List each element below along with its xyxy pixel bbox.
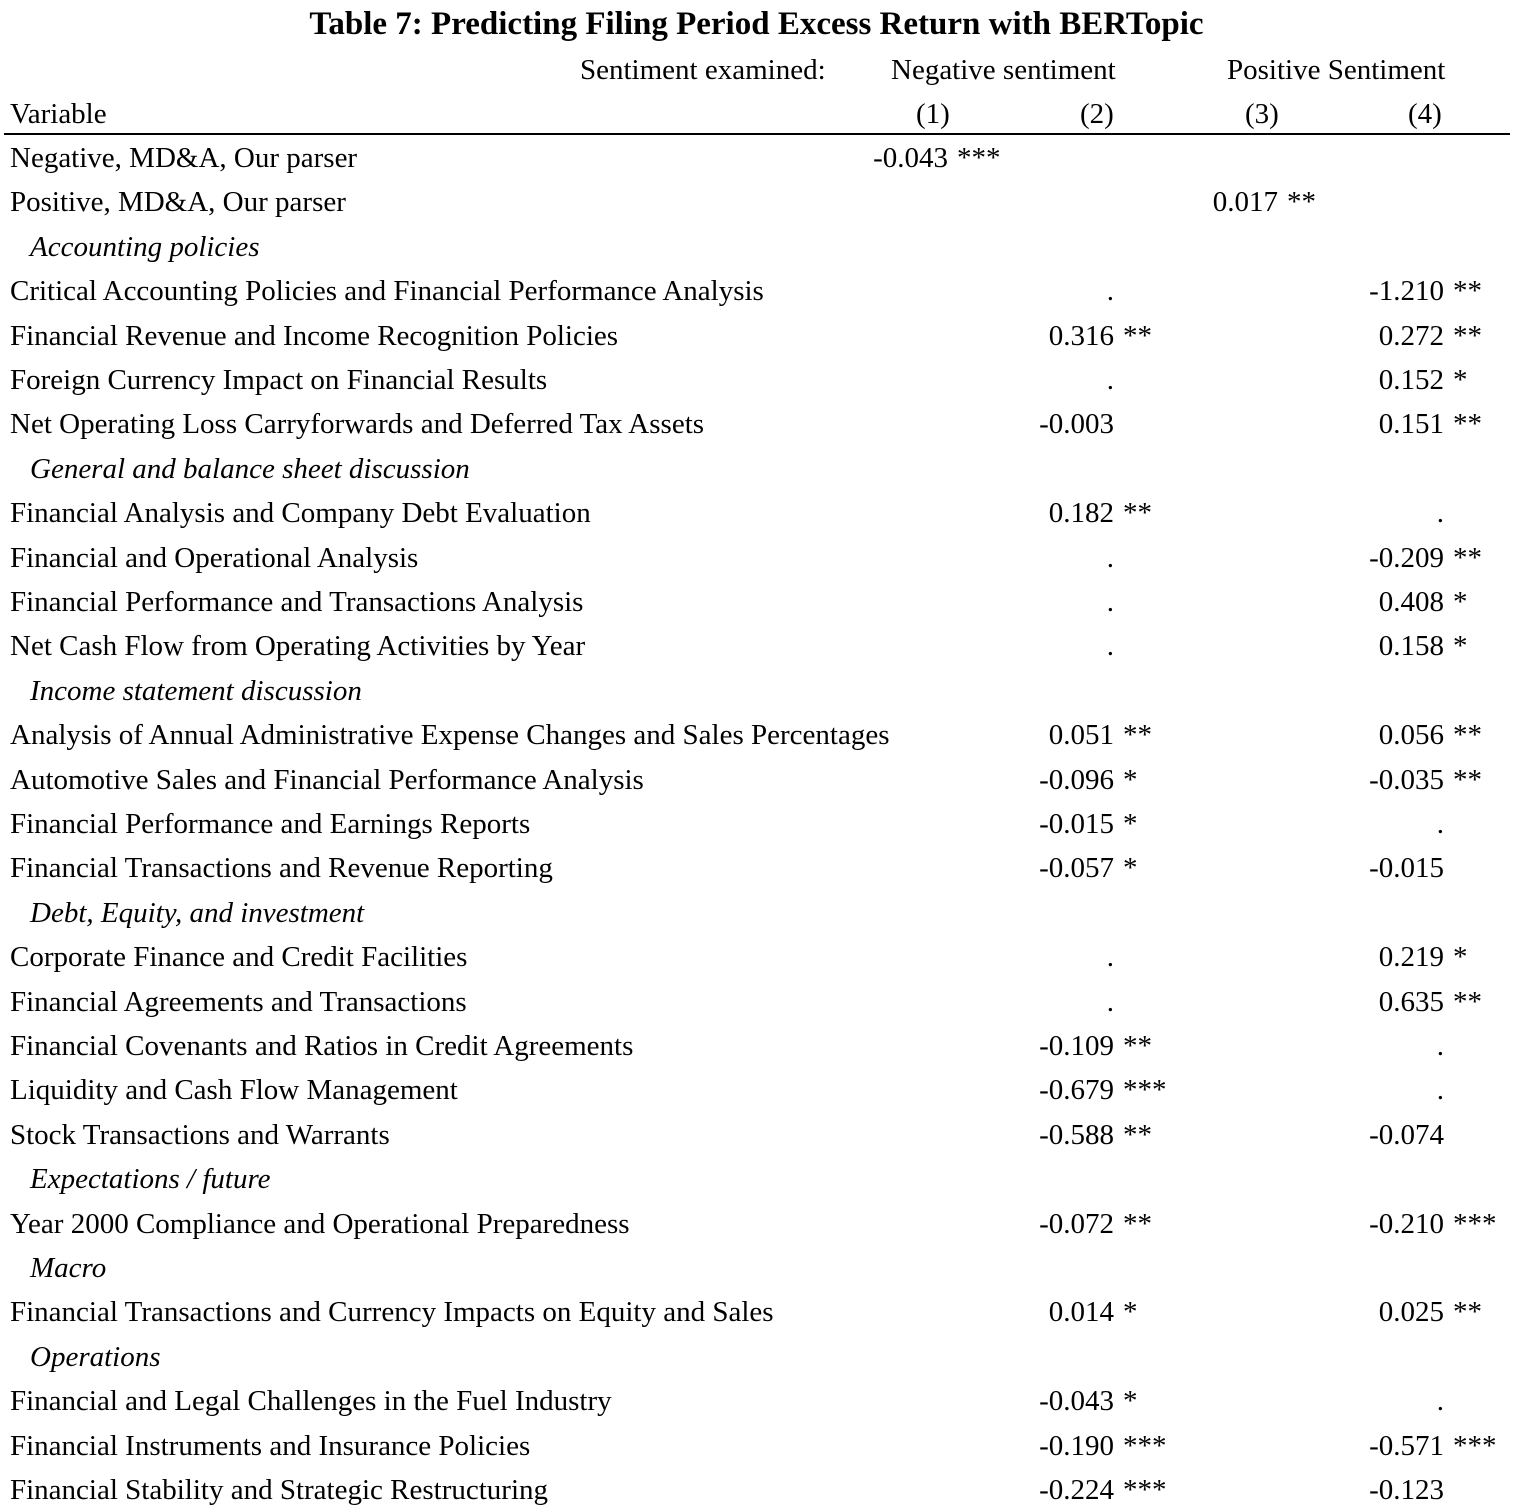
coef-value: . bbox=[1436, 1385, 1444, 1418]
table-row bbox=[0, 1024, 1513, 1068]
coef-cell-col4 bbox=[1244, 846, 1504, 890]
significance-stars: ** bbox=[1453, 275, 1482, 308]
coef-cell-col4 bbox=[1244, 1424, 1504, 1468]
significance-stars: * bbox=[1123, 808, 1138, 840]
section-label: Operations bbox=[30, 1340, 161, 1373]
variable-label: Net Cash Flow from Operating Activities by Year bbox=[10, 630, 586, 663]
table-row bbox=[0, 180, 1513, 224]
variable-label: Stock Transactions and Warrants bbox=[10, 1118, 390, 1151]
significance-stars: *** bbox=[957, 142, 1001, 174]
coef-value: -0.588 bbox=[1039, 1118, 1114, 1151]
section-label: General and balance sheet discussion bbox=[30, 452, 470, 485]
coef-cell-col4 bbox=[1244, 580, 1504, 624]
significance-stars: ** bbox=[1453, 719, 1482, 752]
table-row bbox=[0, 846, 1513, 890]
coef-value: . bbox=[1106, 941, 1114, 974]
significance-stars: *** bbox=[1123, 1474, 1167, 1506]
coef-cell-col4 bbox=[1244, 1113, 1504, 1157]
coef-cell-col4 bbox=[1244, 980, 1504, 1024]
table-row bbox=[0, 1424, 1513, 1468]
coef-cell-col4 bbox=[1244, 935, 1504, 979]
coef-cell-col4 bbox=[1244, 536, 1504, 580]
significance-stars: *** bbox=[1123, 1429, 1167, 1462]
table-row bbox=[0, 624, 1513, 668]
coef-cell-col4 bbox=[1244, 314, 1504, 358]
coef-value: 0.152 bbox=[1378, 364, 1444, 396]
significance-stars: ** bbox=[1123, 319, 1152, 352]
table-row bbox=[0, 1379, 1513, 1423]
coef-value: 0.635 bbox=[1378, 985, 1444, 1018]
table-row bbox=[0, 136, 1513, 180]
coef-cell-col4 bbox=[1244, 1290, 1504, 1334]
coef-value: 0.158 bbox=[1378, 630, 1444, 663]
significance-stars: * bbox=[1453, 364, 1468, 396]
significance-stars: ** bbox=[1123, 1030, 1152, 1062]
coef-cell-col4 bbox=[1244, 402, 1504, 446]
coef-value: -0.074 bbox=[1369, 1118, 1444, 1151]
sentiment-examined-label: Sentiment examined: bbox=[580, 54, 826, 86]
variable-label: Liquidity and Cash Flow Management bbox=[10, 1074, 458, 1107]
table-row bbox=[0, 1290, 1513, 1334]
significance-stars: ** bbox=[1123, 1118, 1152, 1151]
coef-cell-col4 bbox=[1244, 624, 1504, 668]
section-label: Income statement discussion bbox=[30, 674, 362, 707]
variable-label: Analysis of Annual Administrative Expense Changes and Sales Percentages bbox=[10, 719, 890, 752]
coef-cell-col4 bbox=[1244, 491, 1504, 535]
significance-stars: ** bbox=[1453, 1296, 1482, 1329]
table-row bbox=[0, 1068, 1513, 1112]
significance-stars: ** bbox=[1123, 719, 1152, 752]
coef-value: -0.209 bbox=[1369, 541, 1444, 574]
table-row bbox=[0, 491, 1513, 535]
variable-label: Automotive Sales and Financial Performance Analysis bbox=[10, 763, 644, 796]
coef-value: -0.035 bbox=[1369, 763, 1444, 796]
header-rule bbox=[4, 133, 1510, 135]
coef-value: 0.025 bbox=[1378, 1296, 1444, 1329]
coef-cell-col4 bbox=[1244, 136, 1504, 180]
column-header-2: (2) bbox=[1080, 98, 1114, 130]
coef-cell-col4 bbox=[1244, 802, 1504, 846]
table-row bbox=[0, 713, 1513, 757]
coef-value: . bbox=[1106, 275, 1114, 308]
significance-stars: * bbox=[1453, 586, 1468, 618]
variable-label: Critical Accounting Policies and Financial Performance Analysis bbox=[10, 275, 764, 308]
variable-header: Variable bbox=[10, 98, 107, 130]
significance-stars: ** bbox=[1453, 763, 1482, 796]
coef-value: 0.316 bbox=[1048, 319, 1114, 352]
variable-label: Foreign Currency Impact on Financial Results bbox=[10, 364, 548, 396]
significance-stars: *** bbox=[1123, 1074, 1167, 1107]
significance-stars: * bbox=[1453, 630, 1468, 663]
coef-value: -0.072 bbox=[1039, 1207, 1114, 1240]
significance-stars: * bbox=[1123, 852, 1138, 885]
coef-value: 0.014 bbox=[1048, 1296, 1114, 1329]
coef-value: . bbox=[1106, 985, 1114, 1018]
variable-label: Year 2000 Compliance and Operational Preparedness bbox=[10, 1207, 630, 1240]
variable-label: Financial Instruments and Insurance Policies bbox=[10, 1429, 531, 1462]
coef-cell-col4 bbox=[1244, 758, 1504, 802]
significance-stars: *** bbox=[1453, 1429, 1497, 1462]
coef-value: . bbox=[1106, 541, 1114, 574]
coef-value: . bbox=[1106, 630, 1114, 663]
table-row bbox=[0, 402, 1513, 446]
coef-value: -0.224 bbox=[1039, 1474, 1114, 1506]
negative-sentiment-header: Negative sentiment bbox=[891, 54, 1116, 86]
significance-stars: ** bbox=[1287, 186, 1316, 219]
coef-value: -0.210 bbox=[1369, 1207, 1444, 1240]
coef-cell-col4 bbox=[1244, 1202, 1504, 1246]
variable-label: Financial Performance and Transactions Analysis bbox=[10, 586, 584, 618]
section-label: Debt, Equity, and investment bbox=[30, 896, 365, 929]
coef-value: 0.051 bbox=[1048, 719, 1114, 752]
table-row bbox=[0, 580, 1513, 624]
table-row bbox=[0, 802, 1513, 846]
coef-value: -0.015 bbox=[1369, 852, 1444, 885]
variable-label: Financial Transactions and Revenue Reporting bbox=[10, 852, 553, 885]
coef-value: 0.408 bbox=[1378, 586, 1444, 618]
coef-cell-col4 bbox=[1244, 1379, 1504, 1423]
significance-stars: *** bbox=[1453, 1207, 1497, 1240]
coef-value: -0.190 bbox=[1039, 1429, 1114, 1462]
variable-label: Financial Transactions and Currency Impacts on Equity and Sales bbox=[10, 1296, 774, 1329]
column-header-3: (3) bbox=[1245, 98, 1279, 130]
variable-label: Positive, MD&A, Our parser bbox=[10, 186, 346, 219]
significance-stars: * bbox=[1123, 1296, 1138, 1329]
coef-value: 0.151 bbox=[1378, 408, 1444, 441]
coef-cell-col4 bbox=[1244, 180, 1504, 224]
variable-label: Financial and Legal Challenges in the Fuel Industry bbox=[10, 1385, 612, 1418]
coef-value: -0.057 bbox=[1039, 852, 1114, 885]
significance-stars: ** bbox=[1123, 1207, 1152, 1240]
table-row bbox=[0, 980, 1513, 1024]
section-header-row bbox=[0, 225, 1513, 269]
table-row bbox=[0, 1113, 1513, 1157]
variable-label: Financial Revenue and Income Recognition Policies bbox=[10, 319, 619, 352]
coef-value: 0.056 bbox=[1378, 719, 1444, 752]
coef-value: . bbox=[1436, 1074, 1444, 1107]
coef-value: . bbox=[1436, 497, 1444, 530]
coef-value: . bbox=[1106, 586, 1114, 618]
variable-label: Financial Performance and Earnings Reports bbox=[10, 808, 531, 840]
significance-stars: ** bbox=[1453, 408, 1482, 441]
variable-label: Financial Agreements and Transactions bbox=[10, 985, 467, 1018]
coef-cell-col4 bbox=[1244, 1468, 1504, 1512]
coef-value: -1.210 bbox=[1369, 275, 1444, 308]
variable-label: Financial Covenants and Ratios in Credit Agreements bbox=[10, 1030, 634, 1062]
section-header-row bbox=[0, 1246, 1513, 1290]
section-header-row bbox=[0, 669, 1513, 713]
significance-stars: * bbox=[1123, 1385, 1138, 1418]
coef-value: 0.182 bbox=[1048, 497, 1114, 530]
column-header-4: (4) bbox=[1408, 98, 1442, 130]
coef-value: -0.123 bbox=[1369, 1474, 1444, 1506]
table-row bbox=[0, 358, 1513, 402]
table-row bbox=[0, 314, 1513, 358]
coef-value: . bbox=[1106, 364, 1114, 396]
significance-stars: * bbox=[1123, 763, 1138, 796]
significance-stars: ** bbox=[1453, 985, 1482, 1018]
section-label: Expectations / future bbox=[30, 1163, 271, 1196]
coef-value: -0.571 bbox=[1369, 1429, 1444, 1462]
coef-cell-col4 bbox=[1244, 358, 1504, 402]
positive-sentiment-header: Positive Sentiment bbox=[1227, 54, 1446, 86]
table-row bbox=[0, 269, 1513, 313]
section-label: Accounting policies bbox=[30, 230, 260, 263]
coef-cell-col4 bbox=[1244, 713, 1504, 757]
section-header-row bbox=[0, 447, 1513, 491]
significance-stars: ** bbox=[1453, 541, 1482, 574]
section-header-row bbox=[0, 891, 1513, 935]
variable-label: Financial Analysis and Company Debt Evaluation bbox=[10, 497, 591, 530]
table-title: Table 7: Predicting Filing Period Excess Return with BERTopic bbox=[309, 6, 1204, 42]
variable-label: Negative, MD&A, Our parser bbox=[10, 142, 358, 174]
coef-cell-col4 bbox=[1244, 1068, 1504, 1112]
coef-value: . bbox=[1436, 808, 1444, 840]
significance-stars: * bbox=[1453, 941, 1468, 974]
coef-value: -0.096 bbox=[1039, 763, 1114, 796]
coef-value: . bbox=[1436, 1030, 1444, 1062]
significance-stars: ** bbox=[1453, 319, 1482, 352]
coef-value: -0.015 bbox=[1039, 808, 1114, 840]
coef-value: -0.043 bbox=[1039, 1385, 1114, 1418]
coef-value: 0.017 bbox=[1212, 186, 1278, 219]
coef-value: -0.679 bbox=[1039, 1074, 1114, 1107]
significance-stars: ** bbox=[1123, 497, 1152, 530]
coef-value: -0.003 bbox=[1039, 408, 1114, 441]
variable-label: Financial Stability and Strategic Restructuring bbox=[10, 1474, 549, 1506]
variable-label: Net Operating Loss Carryforwards and Deferred Tax Assets bbox=[10, 408, 705, 441]
section-header-row bbox=[0, 1335, 1513, 1379]
section-label: Macro bbox=[30, 1252, 107, 1284]
table-row bbox=[0, 536, 1513, 580]
coef-value: 0.272 bbox=[1378, 319, 1444, 352]
variable-label: Corporate Finance and Credit Facilities bbox=[10, 941, 468, 974]
section-header-row bbox=[0, 1157, 1513, 1201]
table-row bbox=[0, 758, 1513, 802]
coef-cell-col4 bbox=[1244, 1024, 1504, 1068]
coef-value: 0.219 bbox=[1378, 941, 1444, 974]
coef-value: -0.109 bbox=[1039, 1030, 1114, 1062]
variable-label: Financial and Operational Analysis bbox=[10, 541, 419, 574]
table-row bbox=[0, 935, 1513, 979]
table-row bbox=[0, 1468, 1513, 1512]
coef-cell-col4 bbox=[1244, 269, 1504, 313]
table-row bbox=[0, 1202, 1513, 1246]
coef-value: -0.043 bbox=[873, 142, 948, 174]
column-header-1: (1) bbox=[916, 98, 950, 130]
